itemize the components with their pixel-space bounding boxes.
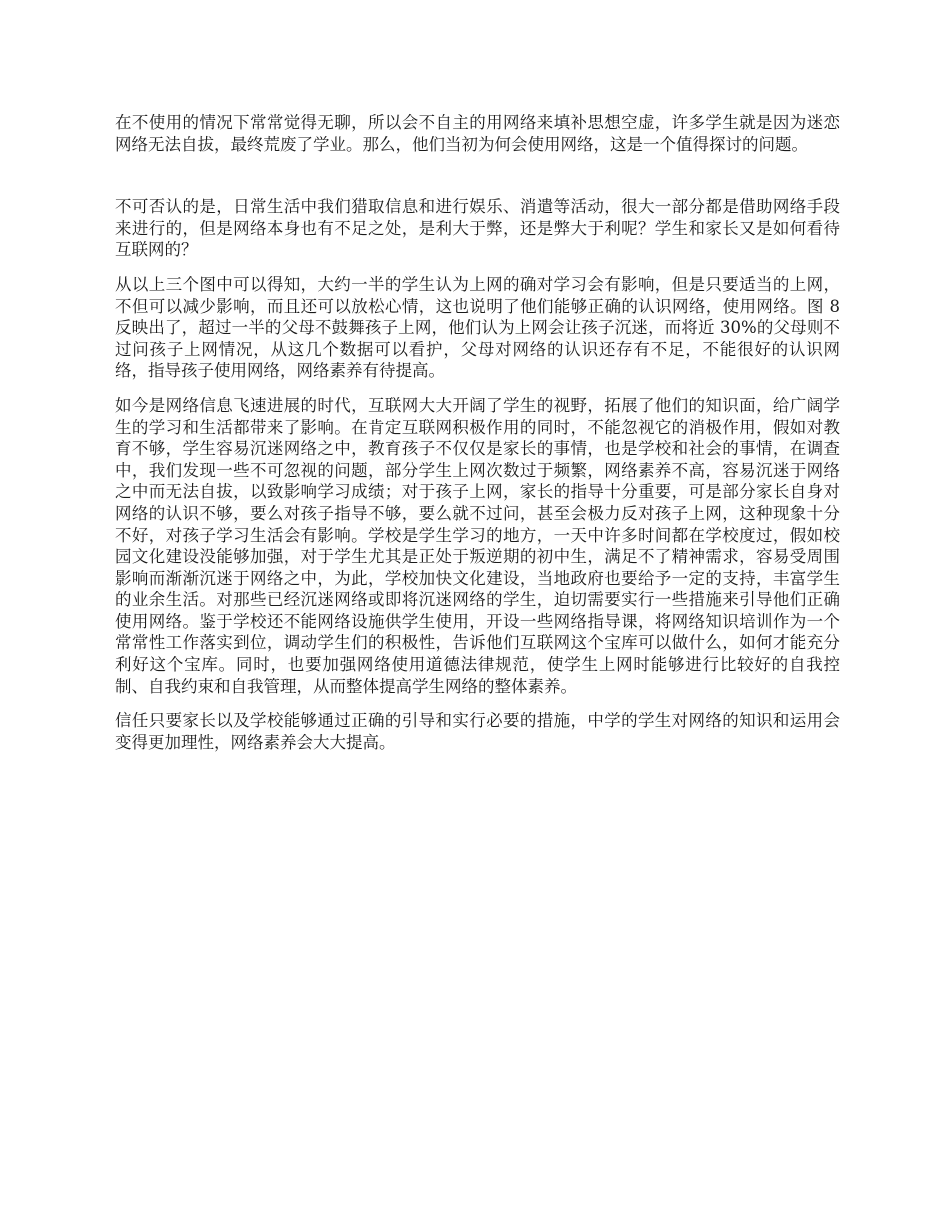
paragraph-3: 从以上三个图中可以得知，大约一半的学生认为上网的确对学习会有影响，但是只要适当的上网，不但可以减少影响，而且还可以放松心情，这也说明了他们能够正确的认识网络，使用网络。图 8 反映出了，超过一半的父母不鼓舞孩子上网，他们认为上网会让孩子沉迷，而将近 30%的父母则不过问孩子上网情况，从这几个数据可以看护，父母对网络的认识还存有不足，不能很好的认识网络，指导孩子使用网络，网络素养有待提高。: [115, 274, 840, 381]
document-body: [115, 112, 840, 766]
paragraph-1: 在不使用的情况下常常觉得无聊，所以会不自主的用网络来填补思想空虚，许多学生就是因为迷恋网络无法自拔，最终荒废了学业。那么，他们当初为何会使用网络，这是一个值得探讨的问题。: [115, 113, 840, 154]
paragraph-5: 信任只要家长以及学校能够通过正确的引导和实行必要的措施，中学的学生对网络的知识和运用会变得更加理性，网络素养会大大提高。: [115, 711, 840, 752]
paragraph-4: 如今是网络信息飞速进展的时代，互联网大大开阔了学生的视野，拓展了他们的知识面，给广阔学生的学习和生活都带来了影响。在肯定互联网积极作用的同时，不能忽视它的消极作用，假如对教育不够，学生容易沉迷网络之中，教育孩子不仅仅是家长的事情，也是学校和社会的事情，在调查中，我们发现一些不可忽视的问题，部分学生上网次数过于频繁，网络素养不高，容易沉迷于网络之中而无法自拔，以致影响学习成绩；对于孩子上网，家长的指导十分重要，可是部分家长自身对网络的认识不够，要么对孩子指导不够，要么就不过问，甚至会极力反对孩子上网，这种现象十分不好，对孩子学习生活会有影响。学校是学生学习的地方，一天中许多时间都在学校度过，假如校园文化建设没能够加强，对于学生尤其是正处于叛逆期的初中生，满足不了精神需求，容易受周围影响而渐渐沉迷于网络之中，为此，学校加快文化建设，当地政府也要给予一定的支持，丰富学生的业余生活。对那些已经沉迷网络或即将沉迷网络的学生，迫切需要实行一些措施来引导他们正确使用网络。鉴于学校还不能网络设施供学生使用，开设一些网络指导课，将网络知识培训作为一个常常性工作落实到位，调动学生们的积极性，告诉他们互联网这个宝库可以做什么，如何才能充分利好这个宝库。同时，也要加强网络使用道德法律规范，使学生上网时能够进行比较好的自我控制、自我约束和自我管理，从而整体提高学生网络的整体素养。: [115, 395, 840, 696]
paragraph-2: 不可否认的是，日常生活中我们猎取信息和进行娱乐、消遣等活动，很大一部分都是借助网络手段来进行的，但是网络本身也有不足之处，是利大于弊，还是弊大于利呢？学生和家长又是如何看待互联网的？: [115, 197, 840, 260]
